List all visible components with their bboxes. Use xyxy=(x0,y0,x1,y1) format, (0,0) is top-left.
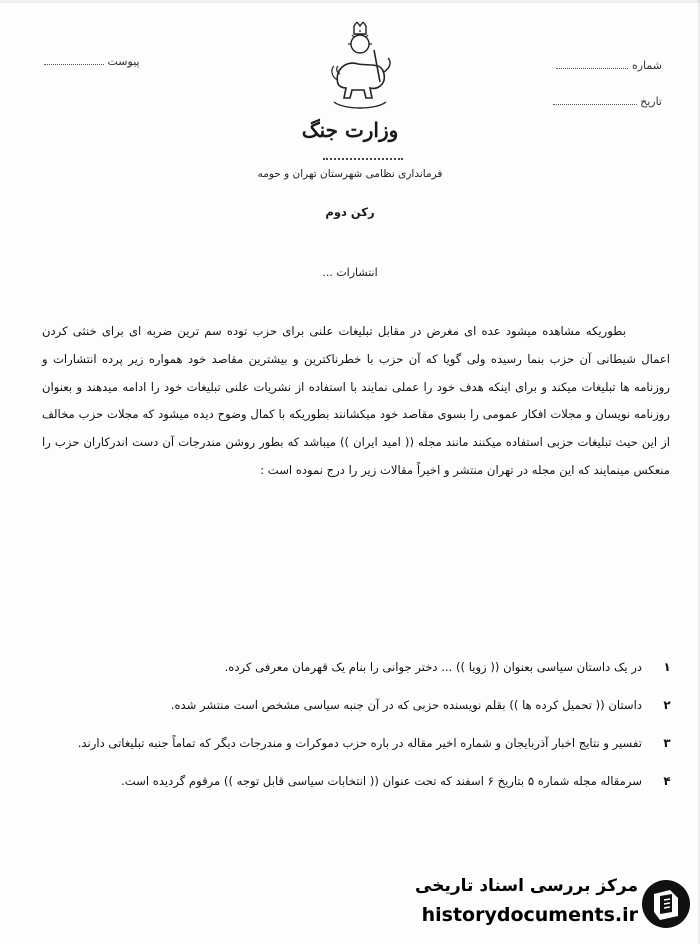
item-number: ۴ xyxy=(663,774,671,788)
number-field xyxy=(556,58,662,72)
item-text: تفسیر و نتایج اخبار آذربایجان و شماره اخیر مقاله در باره حزب دموکرات و مندرجات دیگر که تماماً جنبه تبلیغاتی دارند. xyxy=(77,736,642,750)
title-divider xyxy=(323,158,403,160)
letter-body xyxy=(42,318,670,485)
date-dots xyxy=(553,94,637,105)
attachment-dots xyxy=(44,54,104,65)
watermark-title: مرکز بررسی اسناد تاریخی xyxy=(415,876,638,896)
date-label: تاریخ xyxy=(640,95,662,108)
section-heading: رکن دوم xyxy=(325,205,375,219)
number-label: شماره xyxy=(631,59,662,72)
list-item xyxy=(28,769,682,793)
ministry-title: وزارت جنگ xyxy=(301,118,399,142)
numbered-list xyxy=(28,655,682,807)
item-number: ۲ xyxy=(663,698,671,712)
archive-watermark xyxy=(408,872,696,938)
office-subtitle: فرمانداری نظامی شهرستان تهران و حومه xyxy=(257,168,443,180)
item-number: ۳ xyxy=(663,736,671,750)
item-text: در یک داستان سیاسی بعنوان (( زویا )) ... دختر جوانی را بنام یک قهرمان معرفی کرده. xyxy=(224,660,642,674)
watermark-url: historydocuments.ir xyxy=(421,904,638,926)
archive-logo-icon xyxy=(640,878,692,930)
item-text: داستان (( تحمیل کرده ها )) بقلم نویسنده حزبی که در آن جنبه سیاسی مشخص است منتشر شده. xyxy=(170,698,642,712)
list-item xyxy=(28,731,682,755)
item-number: ۱ xyxy=(663,660,671,674)
item-text: سرمقاله مجله شماره ۵ بتاریخ ۶ اسفند که تحت عنوان (( انتخابات سیاسی قابل توجه )) مرقوم گردیده است. xyxy=(121,774,642,788)
attachment-field xyxy=(44,54,140,68)
list-item xyxy=(28,693,682,717)
date-field xyxy=(553,94,662,108)
list-item xyxy=(28,655,682,679)
scan-mark xyxy=(0,0,700,3)
attachment-label: پیوست xyxy=(107,55,140,68)
body-paragraph: بطوریکه مشاهده میشود عده ای مغرض در مقابل تبلیغات علنی برای حزب توده سم ترین ضربه ای برای خنثی کردن اعمال شیطانی آن حزب بنما رسیده ولی گویا که آن حزب با خطرناکترین و بیشترین مقاصد خود همواره زیر پرده انتشارات و روزنامه ها تبلیغات میکند و برای اینکه هدف خود را عملی نمایند با استفاده از نشریات علنی تبلیغات خود را ادامه میدهند و بعنوان روزنامه نویسان و مجلات افکار عمومی را بسوی مقاصد خود میکشانند بطوریکه با کمال وضوح دیده میشود که مجلات حزب مخالف از این حیث تبلیغات حزبی استفاده میکنند مانند مجله (( امید ایران )) میباشد که بطور روشن مندرجات آن دست اندرکاران حزب را منعکس مینمایند که این مجله در تهران منتشر و اخیراً مقالات زیر را درج نموده است : xyxy=(42,324,670,477)
number-dots xyxy=(556,58,628,69)
reference-line: انتشارات ... xyxy=(322,266,378,279)
lion-and-sun-emblem-icon xyxy=(324,22,396,114)
